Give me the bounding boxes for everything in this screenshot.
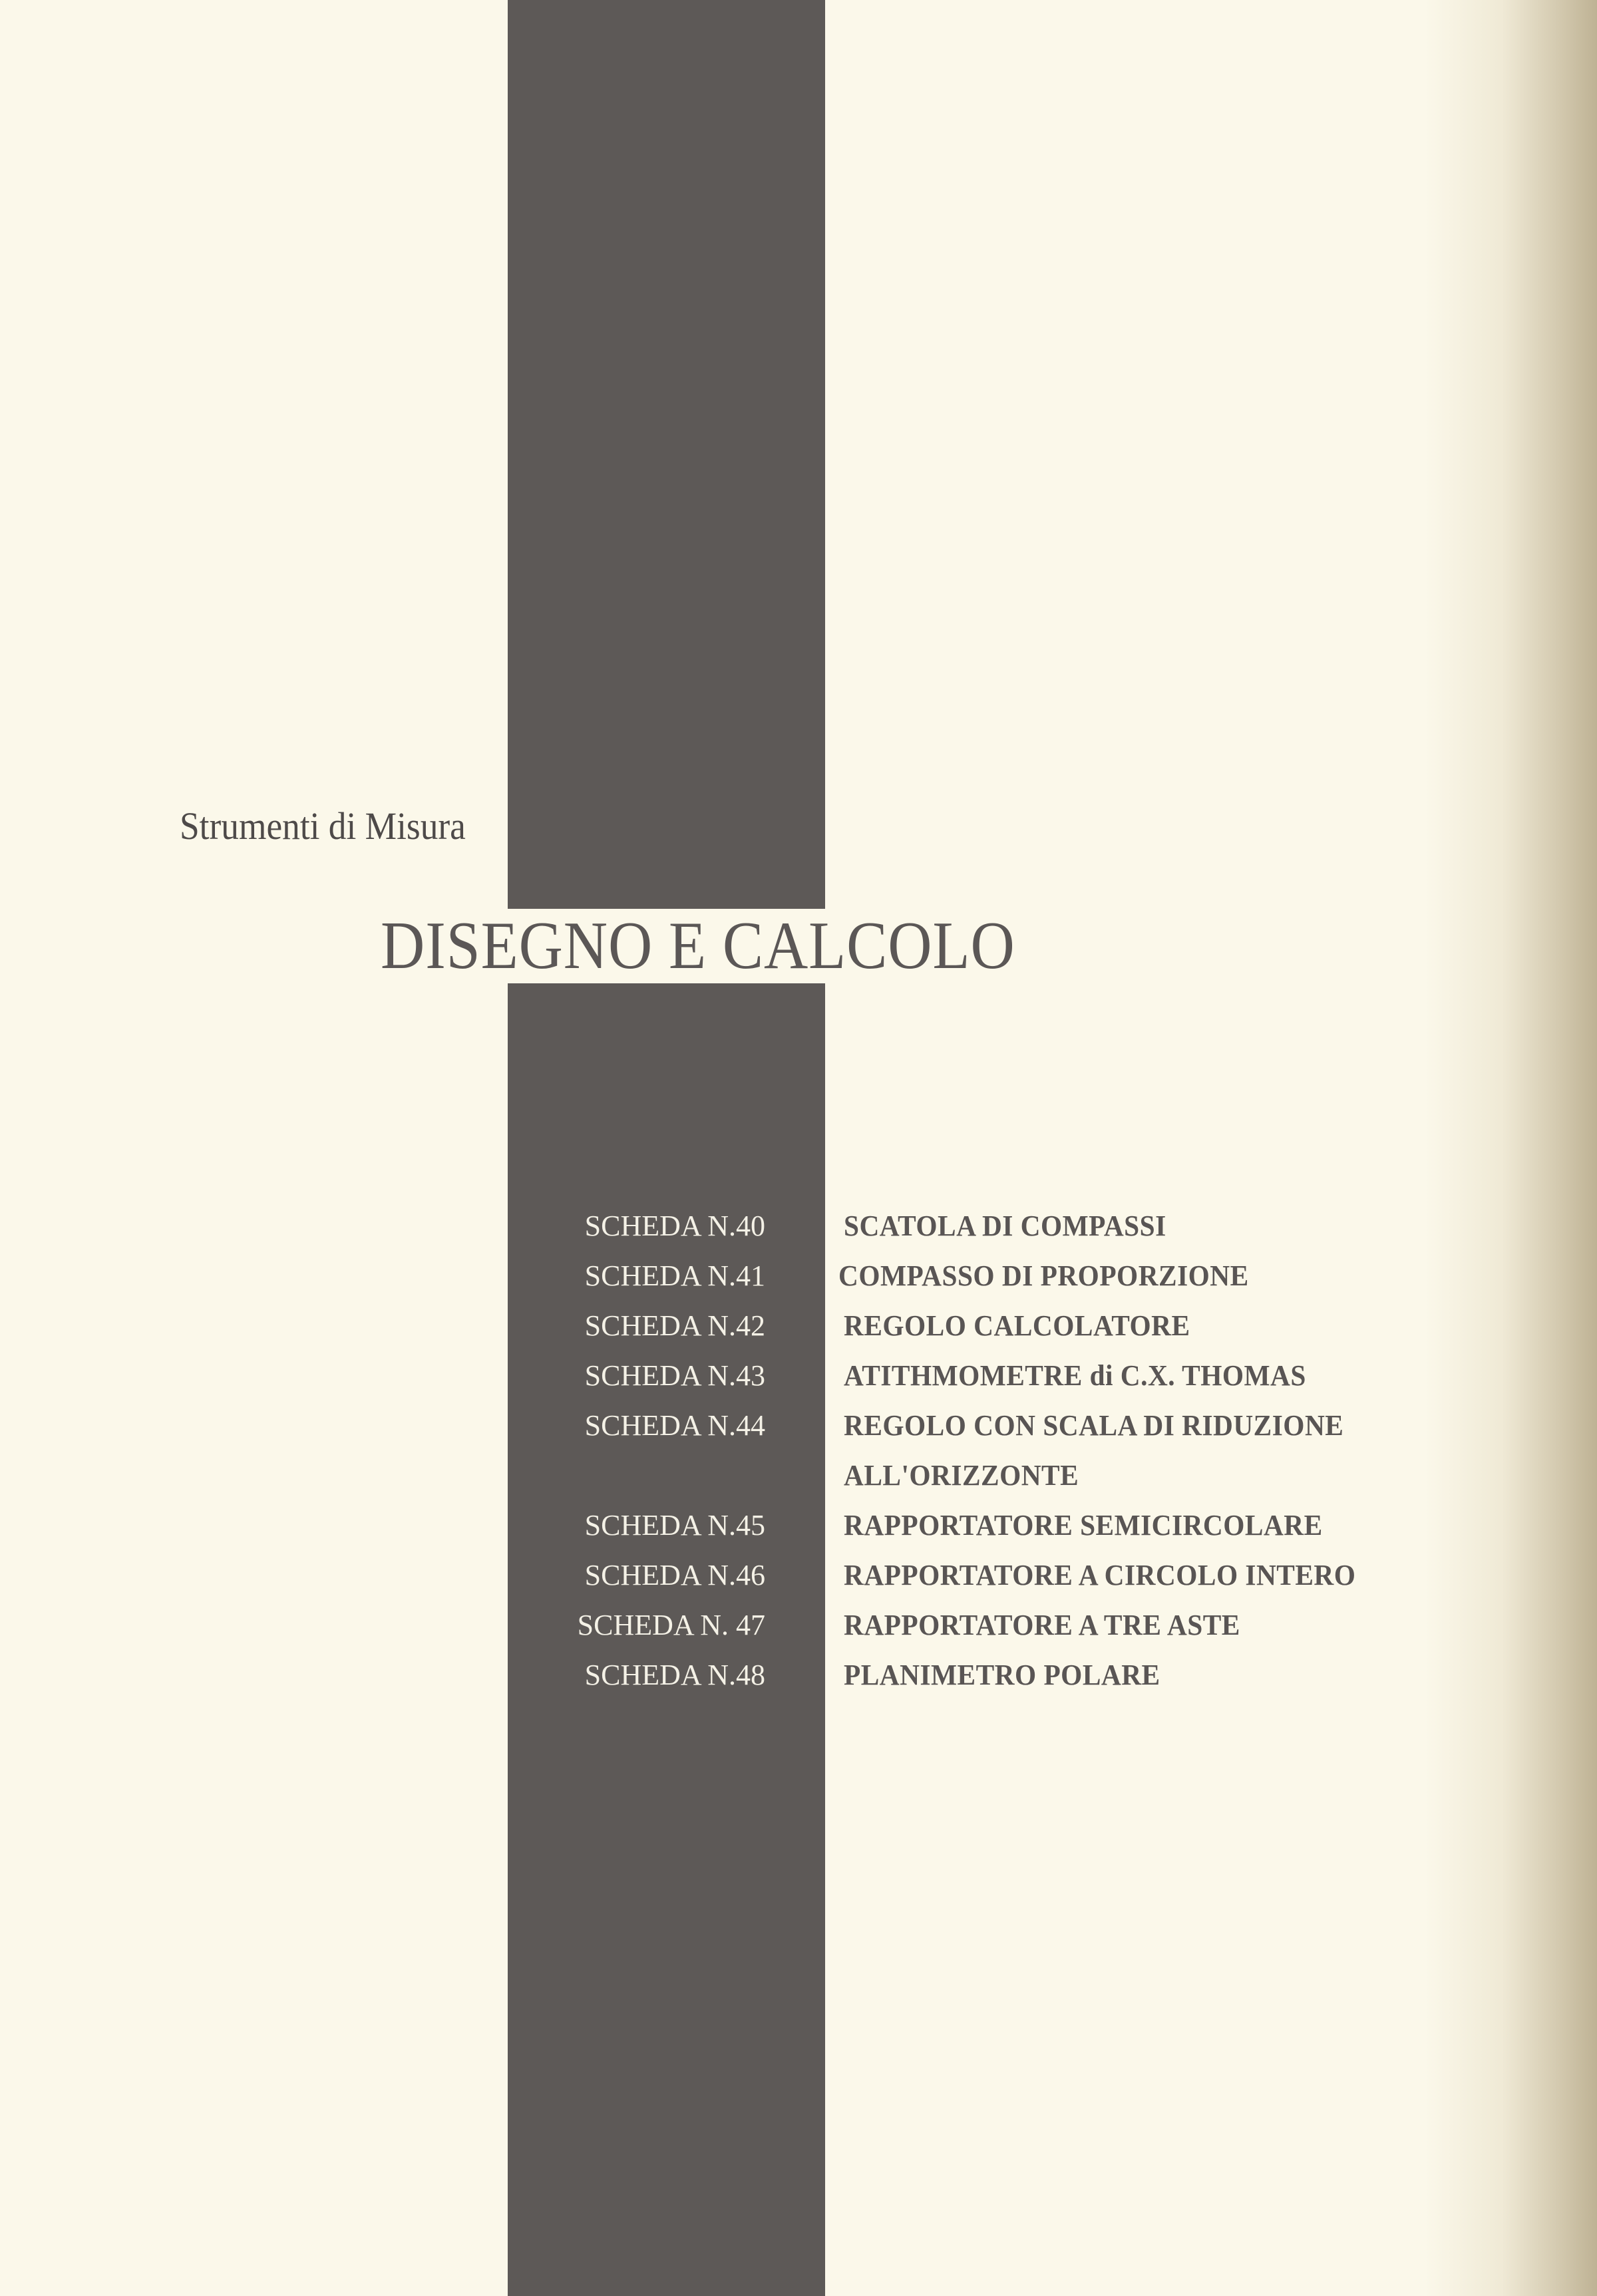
entry-title: RAPPORTATORE SEMICIRCOLARE — [844, 1509, 1323, 1542]
entry-code: SCHEDA N.41 — [584, 1259, 765, 1292]
entry-title: REGOLO CALCOLATORE — [844, 1309, 1190, 1342]
entry-title: PLANIMETRO POLARE — [844, 1659, 1160, 1691]
entry-code: SCHEDA N.43 — [584, 1359, 765, 1392]
entry-title: RAPPORTATORE A CIRCOLO INTERO — [844, 1559, 1356, 1591]
entry-code: SCHEDA N.42 — [584, 1309, 765, 1342]
entry-title: RAPPORTATORE A TRE ASTE — [844, 1609, 1240, 1641]
entry-code: SCHEDA N.44 — [584, 1409, 765, 1442]
entry-code: SCHEDA N.48 — [584, 1659, 765, 1691]
entry-code: SCHEDA N.46 — [584, 1559, 765, 1591]
page-title: DISEGNO E CALCOLO — [381, 908, 1015, 983]
page-edge-shadow — [1424, 0, 1597, 2296]
entry-title: COMPASSO DI PROPORZIONE — [838, 1259, 1249, 1292]
entry-title: REGOLO CON SCALA DI RIDUZIONE — [844, 1409, 1344, 1442]
entry-code: SCHEDA N. 47 — [577, 1609, 765, 1641]
entry-title: SCATOLA DI COMPASSI — [844, 1210, 1166, 1242]
entry-title: ATITHMOMETRE di C.X. THOMAS — [844, 1359, 1306, 1392]
entry-code: SCHEDA N.40 — [584, 1210, 765, 1242]
section-subtitle: Strumenti di Misura — [180, 804, 466, 848]
vertical-band-top — [508, 0, 825, 909]
entry-code: SCHEDA N.45 — [584, 1509, 765, 1542]
entry-title-continuation: ALL'ORIZZONTE — [844, 1459, 1079, 1492]
